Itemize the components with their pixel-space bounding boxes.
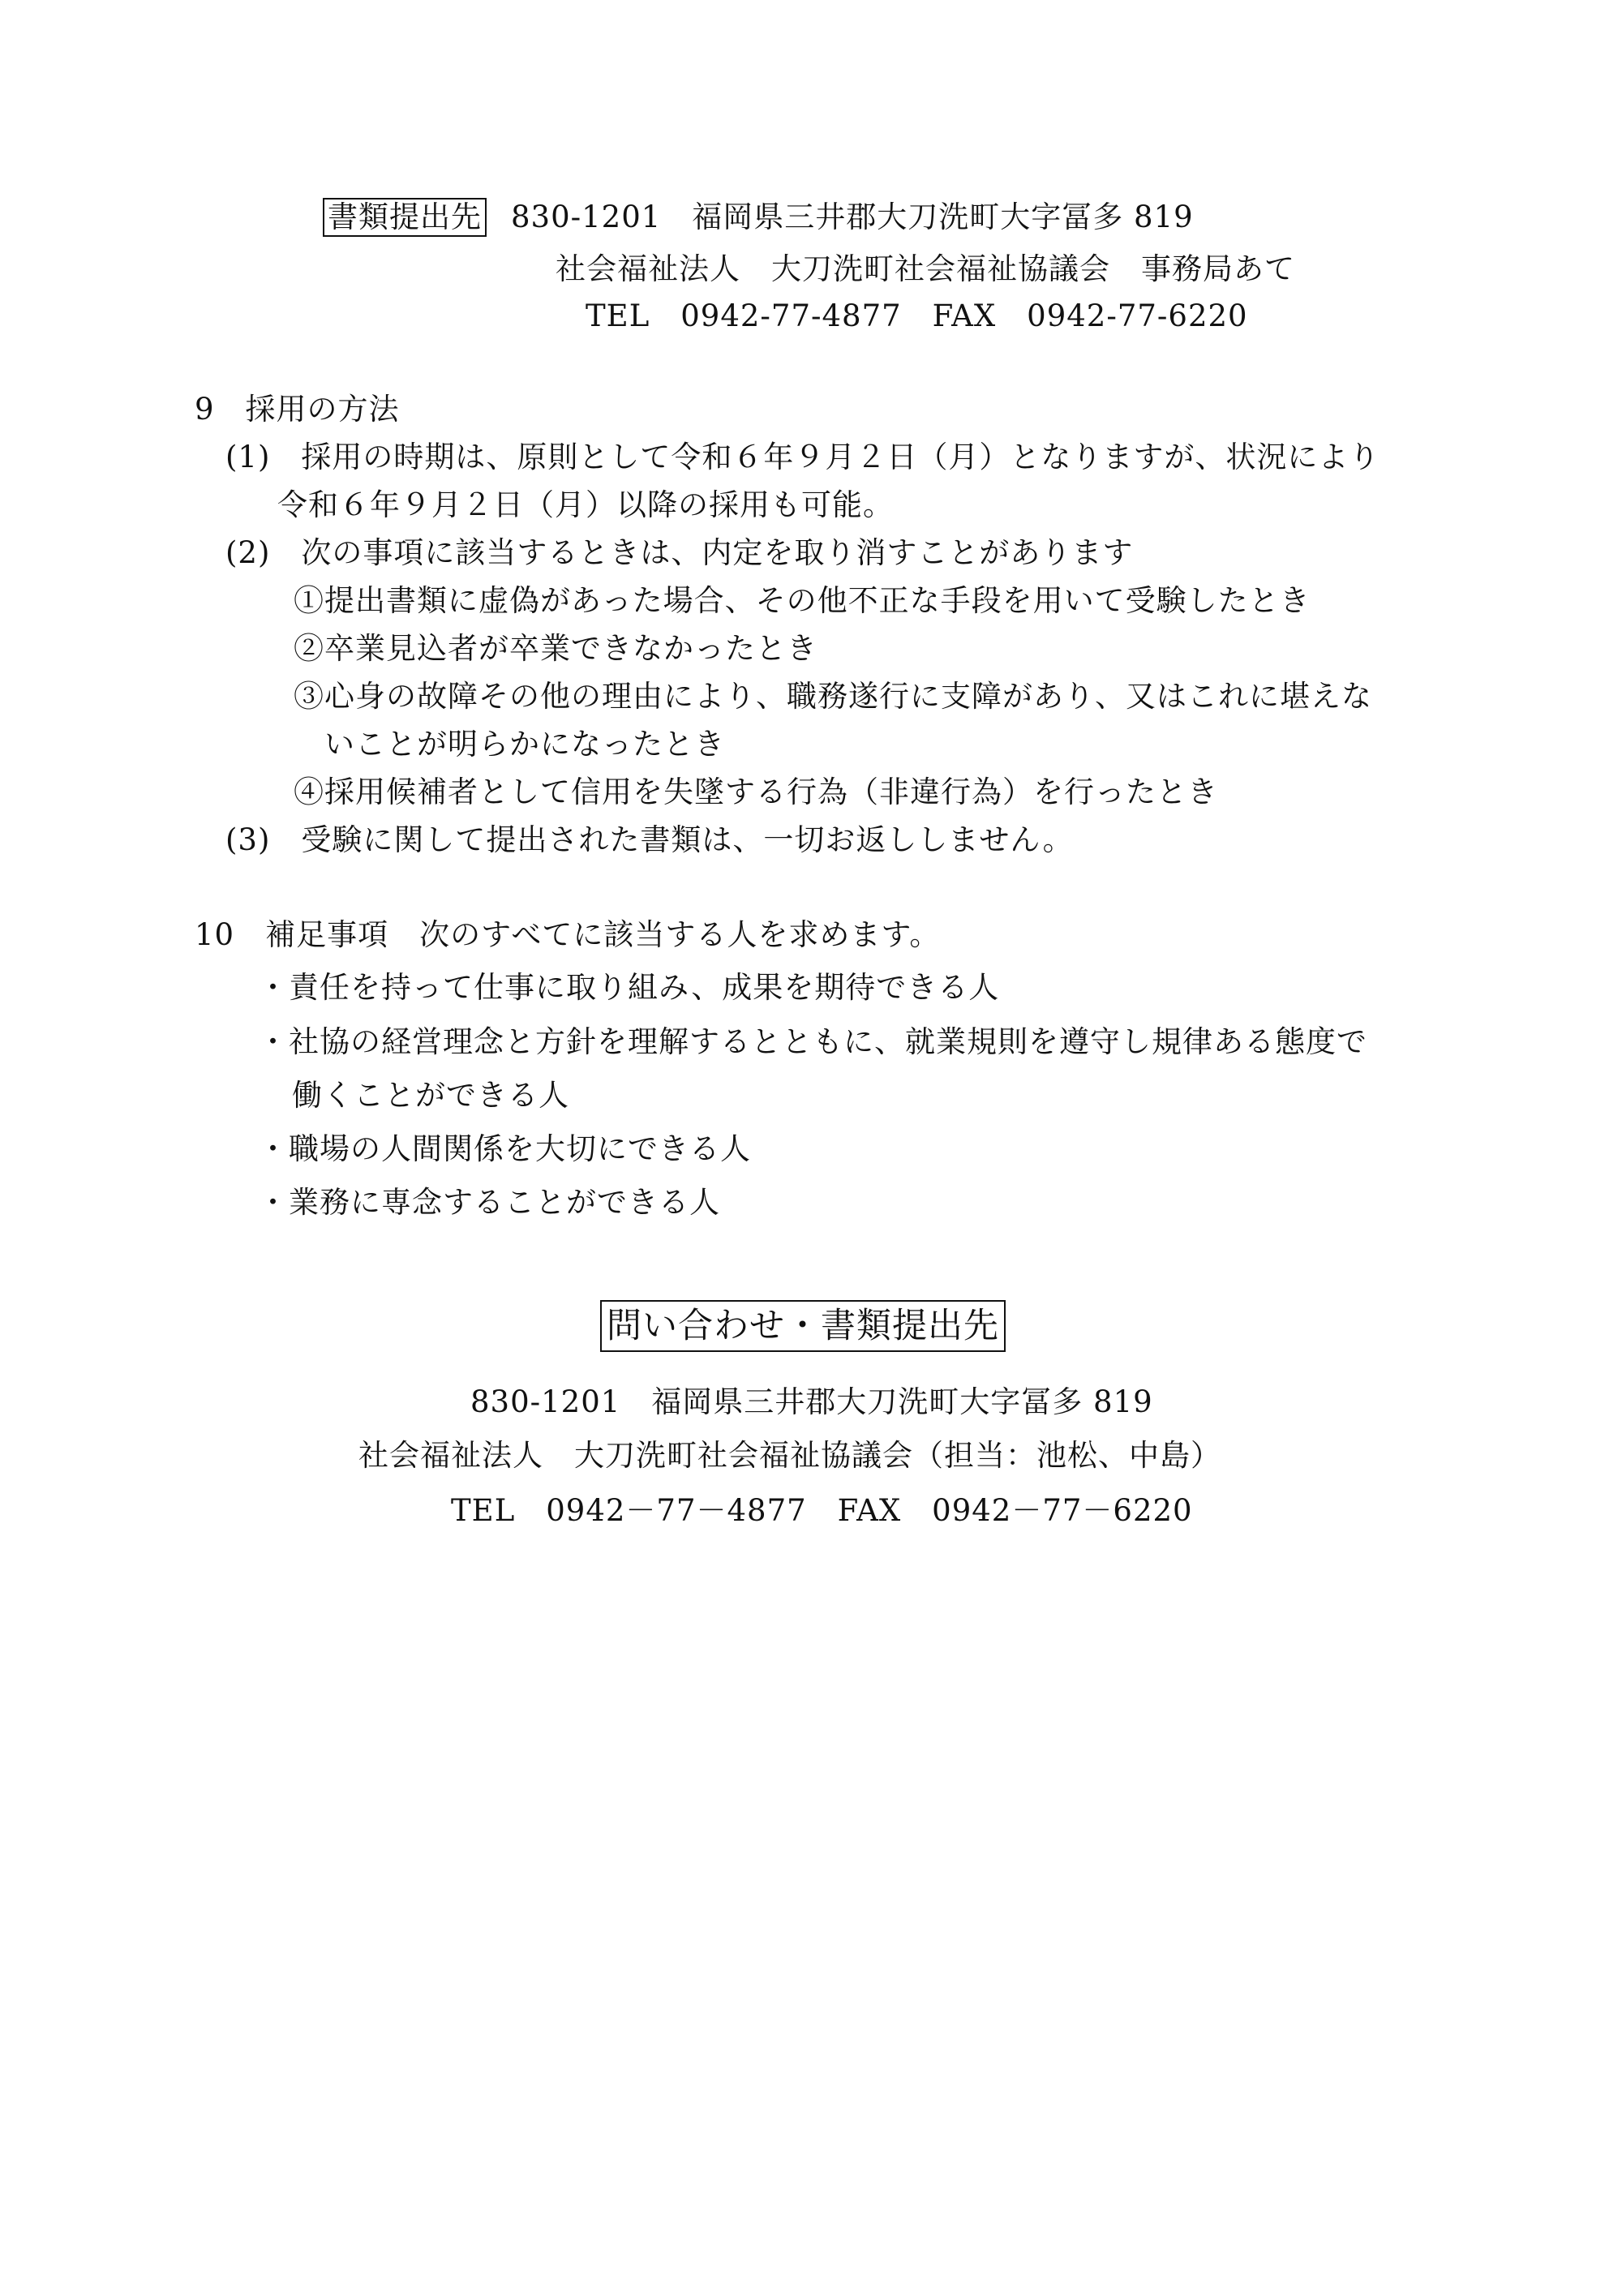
inquiry-title-wrap <box>600 1300 1006 1352</box>
section9-item1-line1: (1) 採用の時期は、原則として令和６年９月２日（月）となりますが、状況により <box>225 440 1380 474</box>
submission-org: 社会福祉法人 大刀洗町社会福祉協議会 事務局あて <box>556 251 1295 286</box>
submission-contact: TEL 0942-77-4877 FAX 0942-77-6220 <box>586 298 1248 333</box>
section10-heading: 10 補足事項 次のすべてに該当する人を求めます。 <box>195 917 941 952</box>
section9-sub2: ②卒業見込者が卒業できなかったとき <box>294 631 817 666</box>
section10-bullet2-line2: 働くことができる人 <box>292 1078 569 1113</box>
submission-address-line <box>323 198 1194 237</box>
submission-label: 書類提出先 <box>323 198 487 237</box>
section9-item1-line2: 令和６年９月２日（月）以降の採用も可能。 <box>277 487 894 522</box>
inquiry-org: 社会福祉法人 大刀洗町社会福祉協議会（担当：池松、中島） <box>358 1438 1221 1473</box>
section9-sub4: ④採用候補者として信用を失墜する行為（非違行為）を行ったとき <box>294 775 1218 809</box>
section9-sub3-line2: いことが明らかになったとき <box>324 727 725 762</box>
submission-address: 830-1201 福岡県三井郡大刀洗町大字冨多 819 <box>511 200 1194 234</box>
section9-sub3-line1: ③心身の故障その他の理由により、職務遂行に支障があり、又はこれに堪えな <box>294 679 1372 714</box>
section9-item2: (2) 次の事項に該当するときは、内定を取り消すことがあります <box>225 535 1134 570</box>
inquiry-title: 問い合わせ・書類提出先 <box>600 1300 1006 1352</box>
inquiry-contact: TEL 0942－77－4877 FAX 0942－77－6220 <box>451 1493 1193 1528</box>
section10-bullet4: ・業務に専念することができる人 <box>258 1185 720 1220</box>
section10-bullet2-line1: ・社協の経営理念と方針を理解するとともに、就業規則を遵守し規律ある態度で <box>258 1024 1367 1059</box>
section10-bullet3: ・職場の人間関係を大切にできる人 <box>258 1131 751 1166</box>
section10-bullet1: ・責任を持って仕事に取り組み、成果を期待できる人 <box>258 970 1000 1005</box>
section9-sub1: ①提出書類に虚偽があった場合、その他不正な手段を用いて受験したとき <box>294 583 1311 618</box>
inquiry-address: 830-1201 福岡県三井郡大刀洗町大字冨多 819 <box>470 1384 1153 1419</box>
section9-heading: 9 採用の方法 <box>195 392 400 427</box>
section9-item3: (3) 受験に関して提出された書類は、一切お返ししません。 <box>225 822 1074 857</box>
